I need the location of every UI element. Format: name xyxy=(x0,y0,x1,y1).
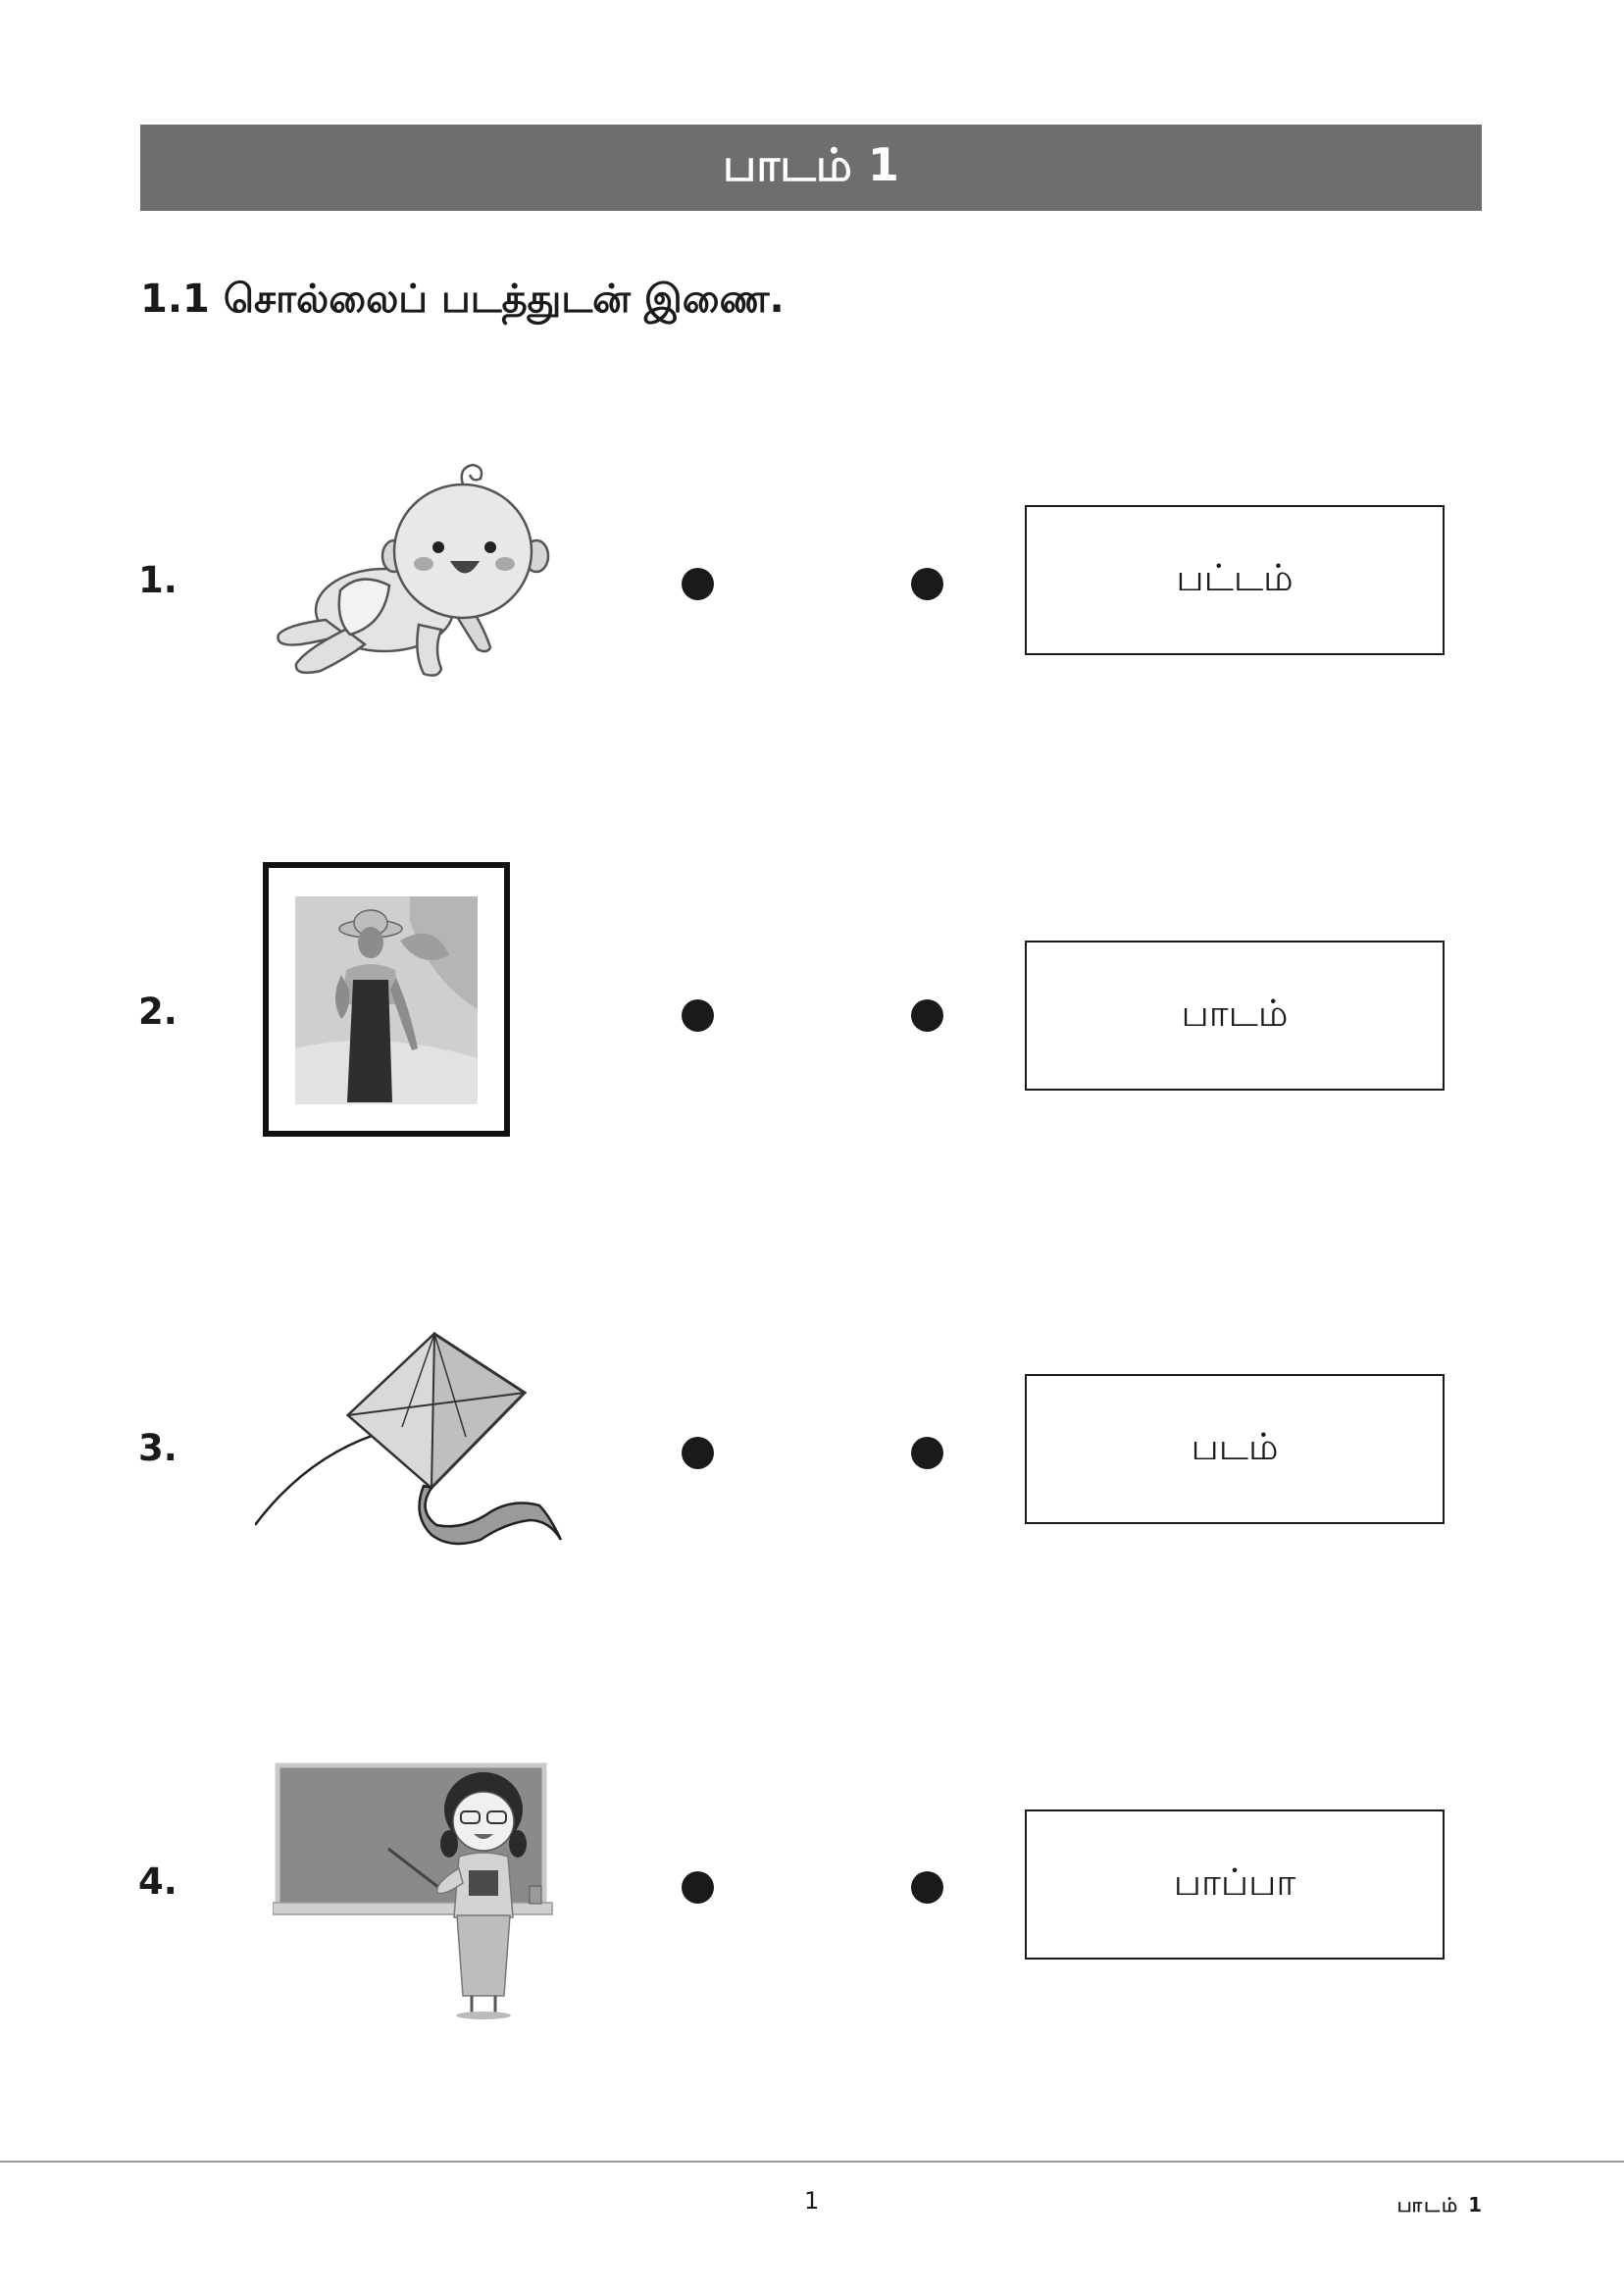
picture-match-dot[interactable] xyxy=(682,1871,714,1904)
crawling-baby-image xyxy=(267,453,551,688)
word-box xyxy=(1025,505,1445,655)
item-number: 1. xyxy=(138,559,178,601)
picture-match-dot[interactable] xyxy=(682,999,714,1032)
match-row-3 xyxy=(0,1329,1624,1574)
exercise-number: 1.1 xyxy=(140,277,210,322)
exercise-text: சொல்லைப் படத்துடன் இணை. xyxy=(223,277,785,322)
kite-image xyxy=(255,1329,579,1554)
picture-match-dot[interactable] xyxy=(682,568,714,600)
teacher-at-blackboard-image xyxy=(273,1760,557,2020)
footer-divider xyxy=(0,2161,1624,2163)
word-box xyxy=(1025,1809,1445,1960)
match-row-2 xyxy=(0,860,1624,1105)
word-label: படம் xyxy=(1191,1424,1279,1468)
exercise-instruction xyxy=(140,277,785,327)
footer-lesson-title: பாடம் 1 xyxy=(1396,2193,1484,2217)
word-label: பாப்பா xyxy=(1173,1860,1296,1904)
word-label: பாடம் xyxy=(1181,991,1289,1035)
word-box xyxy=(1025,1374,1445,1524)
match-row-4 xyxy=(0,1760,1624,2006)
word-box xyxy=(1025,941,1445,1091)
framed-photo-image xyxy=(263,862,510,1137)
lesson-title-banner xyxy=(140,125,1482,211)
word-match-dot[interactable] xyxy=(911,999,943,1032)
item-number: 3. xyxy=(138,1427,178,1469)
word-label: பட்டம் xyxy=(1176,555,1294,599)
page-number: 1 xyxy=(804,2187,820,2215)
word-match-dot[interactable] xyxy=(911,1437,943,1469)
item-number: 4. xyxy=(138,1860,178,1903)
match-row-1 xyxy=(0,453,1624,698)
lesson-title: பாடம் 1 xyxy=(723,137,899,191)
picture-match-dot[interactable] xyxy=(682,1437,714,1469)
word-match-dot[interactable] xyxy=(911,568,943,600)
item-number: 2. xyxy=(138,991,178,1033)
word-match-dot[interactable] xyxy=(911,1871,943,1904)
